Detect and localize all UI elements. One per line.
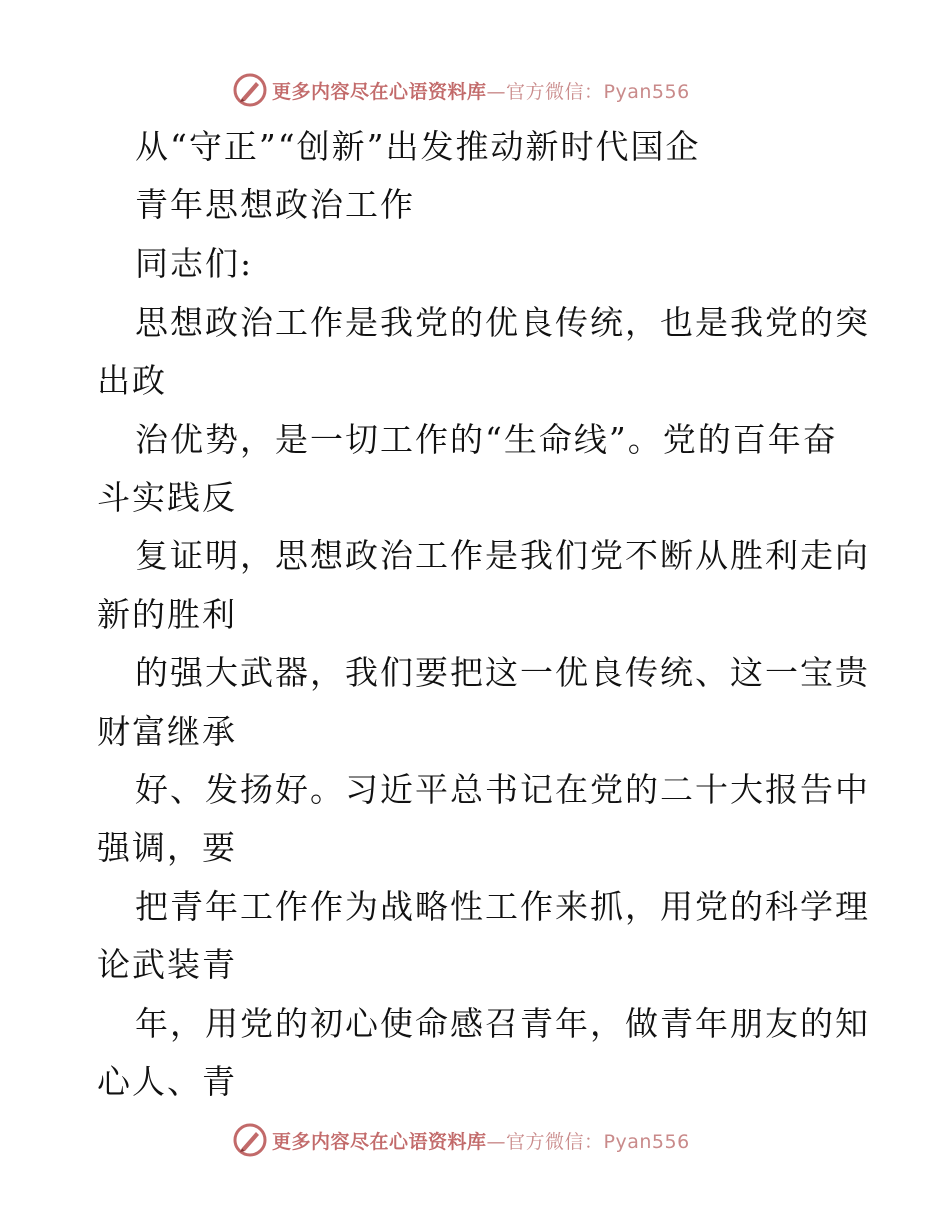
text-line: 把青年工作作为战略性工作来抓，用党的科学理 (135, 887, 870, 926)
text-line: 心人、青 (97, 1062, 237, 1101)
text-line: 好、发扬好。习近平总书记在党的二十大报告中 (135, 770, 870, 809)
header-watermark (232, 70, 690, 110)
text-line: 复证明，思想政治工作是我们党不断从胜利走向 (135, 536, 870, 575)
footer-watermark (232, 1120, 690, 1160)
pen-logo-icon (232, 1122, 268, 1158)
text-line: 出政 (97, 361, 167, 400)
text-line: 年，用党的初心使命感召青年，做青年朋友的知 (135, 1004, 870, 1043)
title-line-1: 从“守正”“创新”出发推动新时代国企 (135, 127, 701, 166)
watermark-brand: 更多内容尽在心语资料库 (272, 1130, 487, 1153)
text-line: 思想政治工作是我党的优良传统，也是我党的突 (135, 303, 870, 342)
pen-logo-icon (232, 72, 268, 108)
title-line-2: 青年思想政治工作 (135, 185, 415, 224)
text-line: 财富继承 (97, 712, 237, 751)
watermark-contact: —官方微信：Pyan556 (486, 1130, 690, 1153)
text-line: 斗实践反 (97, 478, 237, 517)
text-line: 论武装青 (97, 945, 237, 984)
text-line: 新的胜利 (97, 595, 237, 634)
text-line: 强调，要 (97, 828, 237, 867)
text-line: 的强大武器，我们要把这一优良传统、这一宝贵 (135, 653, 870, 692)
watermark-contact: —官方微信：Pyan556 (486, 80, 690, 103)
watermark-brand: 更多内容尽在心语资料库 (272, 80, 487, 103)
text-line: 治优势，是一切工作的“生命线”。党的百年奋 (135, 420, 838, 459)
salutation: 同志们: (135, 244, 254, 283)
